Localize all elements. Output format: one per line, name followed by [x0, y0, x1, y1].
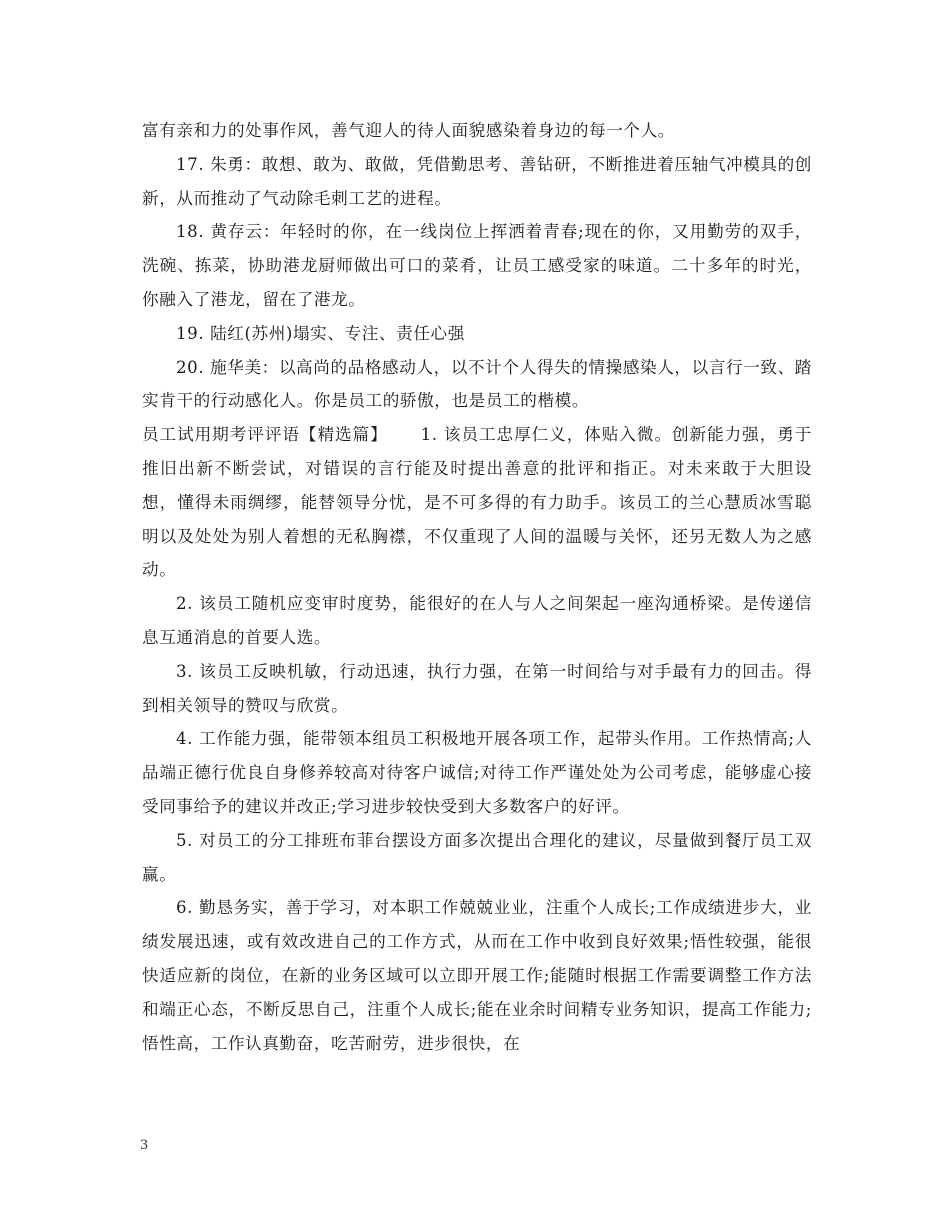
paragraph: 3. 该员工反映机敏，行动迅速，执行力强，在第一时间给与对手最有力的回击。得到相关领导的赞叹与欣赏。 — [142, 661, 812, 715]
paragraph: 6. 勤恳务实，善于学习，对本职工作兢兢业业，注重个人成长;工作成绩进步大，业绩发展迅速，或有效改进自己的工作方式，从而在工作中收到良好效果;悟性较强，能很快适应新的岗位，在新的业务区域可以立即开展工作;能随时根据工作需要调整工作方法和端正心态，不断反思自己，注重个人成长;能在业余时间精专业务知识，提高工作能力;悟性高，工作认真勤奋，吃苦耐劳，进步很快，在 — [142, 898, 812, 1053]
paragraph: 18. 黄存云：年轻时的你，在一线岗位上挥洒着青春;现在的你，又用勤劳的双手，洗碗、拣菜，协助港龙厨师做出可口的菜肴，让员工感受家的味道。二十多年的时光，你融入了港龙，留在了港龙。 — [142, 222, 812, 309]
paragraph: 4. 工作能力强，能带领本组员工积极地开展各项工作，起带头作用。工作热情高;人品端正德行优良自身修养较高对待客户诚信;对待工作严谨处处为公司考虑，能够虚心接受同事给予的建议并改正;学习进步较快受到大多数客户的好评。 — [142, 729, 812, 816]
document-body — [142, 114, 812, 1060]
paragraph: 19. 陆红(苏州)塌实、专注、责任心强 — [176, 323, 465, 343]
paragraph: 17. 朱勇：敢想、敢为、敢做，凭借勤思考、善钻研，不断推进着压轴气冲模具的创新，从而推动了气动除毛刺工艺的进程。 — [142, 154, 812, 208]
paragraph: 20. 施华美：以高尚的品格感动人，以不计个人得失的情操感染人，以言行一致、踏实肯干的行动感化人。你是员工的骄傲，也是员工的楷模。 — [142, 357, 812, 411]
paragraph-section-heading: 员工试用期考评评语【精选篇】 1. 该员工忠厚仁义，体贴入微。创新能力强，勇于推旧出新不断尝试，对错误的言行能及时提出善意的批评和指正。对未来敢于大胆设想，懂得未雨绸缪，能替领导分忧，是不可多得的有力助手。该员工的兰心慧质冰雪聪明以及处处为别人着想的无私胸襟，不仅重现了人间的温暖与关怀，还另无数人为之感动。 — [142, 425, 812, 580]
paragraph: 5. 对员工的分工排班布菲台摆设方面多次提出合理化的建议，尽量做到餐厅员工双赢。 — [142, 830, 812, 884]
page-number: 3 — [140, 1138, 149, 1153]
paragraph: 2. 该员工随机应变审时度势，能很好的在人与人之间架起一座沟通桥梁。是传递信息互通消息的首要人选。 — [142, 594, 812, 647]
paragraph: 富有亲和力的处事作风，善气迎人的待人面貌感染着身边的每一个人。 — [142, 121, 676, 140]
